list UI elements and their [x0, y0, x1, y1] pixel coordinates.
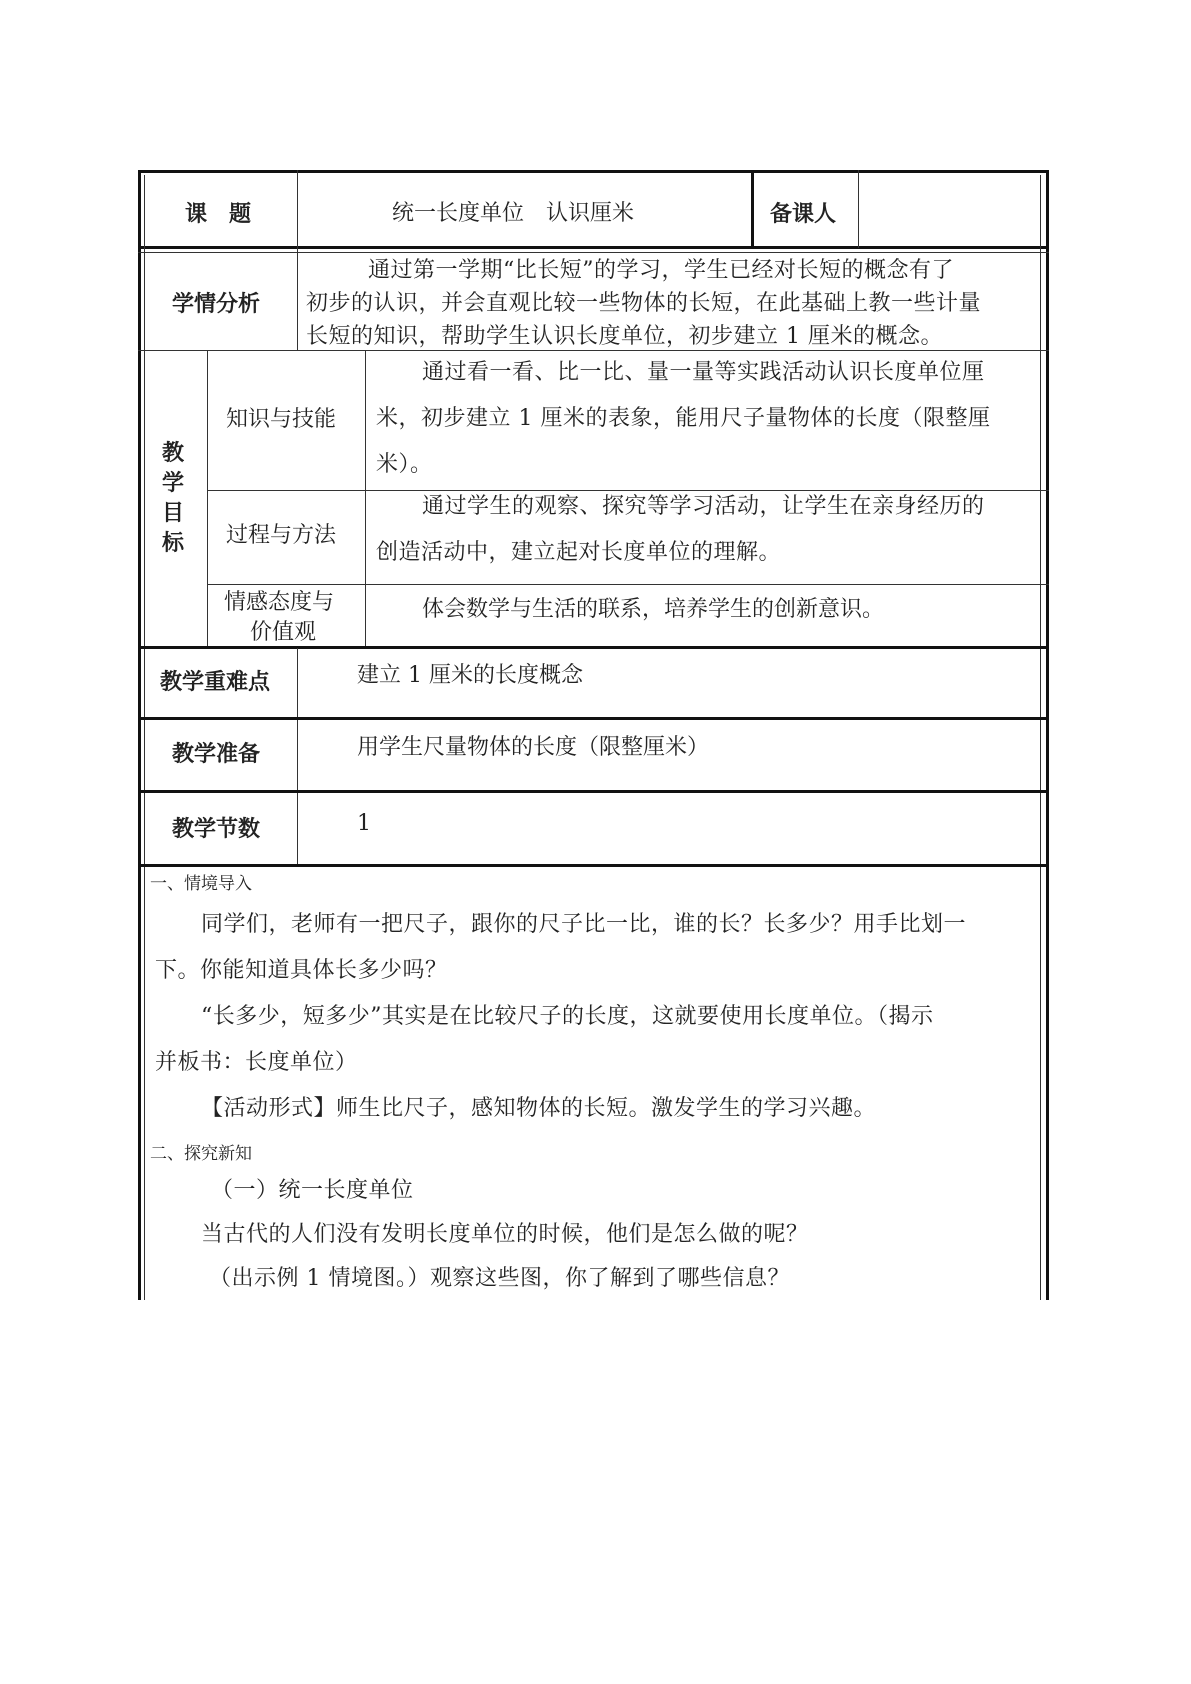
- periods-label: 教学节数: [172, 816, 261, 842]
- topic-label: 课 题: [185, 201, 252, 227]
- activity-form: 【活动形式】师生比尺子，感知物体的长短。激发学生的学习兴趣。: [201, 1096, 877, 1121]
- attitude-label: 情感态度与 价值观: [224, 590, 335, 645]
- attitude-text: 体会数学与生活的联系，培养学生的创新意识。: [422, 597, 885, 622]
- intro-paragraph-2: “长多少，短多少”其实是在比较尺子的长度，这就要使用长度单位。（揭示 并板书：长度单位）: [155, 1004, 934, 1075]
- process-label: 过程与方法: [226, 523, 337, 548]
- knowledge-label: 知识与技能: [226, 407, 337, 432]
- preparation-value: 用学生尺量物体的长度（限整厘米）: [357, 735, 710, 760]
- goals-label: 教 学 目 标: [162, 440, 185, 556]
- preparer-label: 备课人: [770, 201, 837, 227]
- topic-value: 统一长度单位 认识厘米: [392, 201, 635, 226]
- periods-value: 1: [357, 811, 371, 836]
- section2-title: 二、探究新知: [150, 1144, 252, 1164]
- header-divider: [138, 246, 1049, 249]
- analysis-label: 学情分析: [172, 291, 261, 317]
- process-text: 通过学生的观察、探究等学习活动，让学生在亲身经历的 创造活动中，建立起对长度单位的理解。: [376, 494, 985, 565]
- body-paragraph-4: 当古代的人们没有发明长度单位的时候，他们是怎么做的呢？: [201, 1222, 809, 1247]
- table-right-border: [1046, 170, 1049, 1300]
- intro-paragraph-1: 同学们，老师有一把尺子，跟你的尺子比一比，谁的长？长多少？用手比划一 下。你能知道具体长多少吗？: [155, 912, 967, 983]
- preparation-label: 教学准备: [172, 741, 261, 767]
- knowledge-text: 通过看一看、比一比、量一量等实践活动认识长度单位厘 米，初步建立 1 厘米的表象，能用尺子量物体的长度（限整厘 米）。: [376, 360, 991, 477]
- body-paragraph-5: （出示例 1 情境图。）观察这些图，你了解到了哪些信息？: [209, 1266, 790, 1291]
- key-points-label: 教学重难点: [160, 669, 271, 695]
- section1-title: 一、情境导入: [150, 874, 252, 894]
- key-points-value: 建立 1 厘米的长度概念: [357, 663, 583, 688]
- analysis-text: 通过第一学期“比长短”的学习，学生已经对长短的概念有了 初步的认识，并会直观比较一些物体的长短，在此基础上教一些计量 长短的知识，帮助学生认识长度单位，初步建立 1 厘米的概念。: [306, 258, 982, 349]
- subsection-1-title: （一）统一长度单位: [211, 1178, 414, 1203]
- table-left-border: [138, 170, 141, 1300]
- table-top-border: [138, 170, 1049, 173]
